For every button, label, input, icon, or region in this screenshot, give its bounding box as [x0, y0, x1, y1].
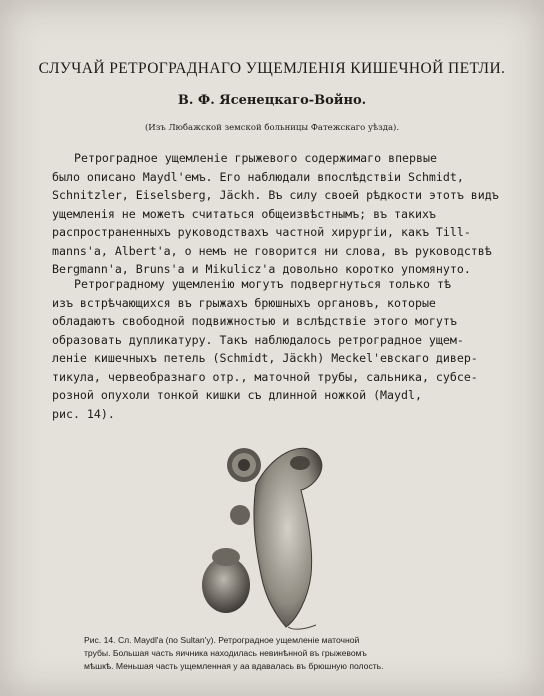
text-line: изъ встрѣчающихся въ грыжахъ брюшныхъ органовъ, которые [52, 295, 436, 310]
tube-drawing [254, 448, 322, 627]
text-line: ущемленія не можетъ считаться общеизвѣстнымъ; въ такихъ [52, 206, 436, 221]
article-affiliation: (Изъ Любажской земской больницы Фатежскаго уѣзда). [144, 123, 400, 133]
article-author: В. Ф. Ясенецкаго-Войно. [177, 93, 367, 108]
text-line: розной опухоли тонкой кишки съ длинной ножкой (Maydl, [52, 388, 422, 402]
text-line: manns'a, Albert'a, о немъ не говорится ни слова, въ руководствѣ [52, 243, 492, 258]
text-line: тикула, червеобразнаго отр., маточной трубы, сальника, субсе- [52, 369, 478, 384]
text-line: Ретроградное ущемленіе грыжевого содержимаго впервые [74, 151, 437, 165]
text-line: Bergmann'a, Bruns'a и Mikulicz'a довольно коротко упомянуто. [52, 262, 471, 276]
text-line: обладаютъ свободной подвижностью и вслѣдствіе этого могутъ [52, 314, 457, 328]
text-line: распространенныхъ руководствахъ частной хирургіи, какъ Till- [52, 225, 471, 239]
caption-line: трубы. Большая часть яичника находилась невинѣнной въ грыжевомъ [84, 648, 367, 658]
text-line: Ретроградному ущемленію могутъ подвергнуться только тѣ [74, 277, 451, 291]
anatomical-illustration [196, 435, 366, 635]
text-line: было описано Maydl'емъ. Его наблюдали впослѣдствіи Schmidt, [52, 169, 464, 184]
caption-line: мѣшкѣ. Меньшая часть ущемленная у aa вдавалась въ брюшную полость. [84, 661, 384, 671]
text-line: леніе кишечныхъ петель (Schmidt, Jäckh) Meckel'евскаго дивер- [52, 351, 478, 365]
text-line: образовать дупликатуру. Такъ наблюдалось ретроградное ущем- [52, 332, 464, 347]
figure-caption [84, 634, 484, 673]
text-line: Schnitzler, Eiselsberg, Jäckh. Въ силу своей рѣдкости этотъ видъ [52, 188, 499, 202]
paragraph-1 [52, 149, 499, 279]
paragraph-2 [52, 275, 494, 423]
caption-line: Рис. 14. Сл. Maydl'a (по Sultan'y). Ретроградное ущемленіе маточной [84, 635, 360, 645]
article-title: СЛУЧАЙ РЕТРОГРАДНАГО УЩЕМЛЕНІЯ КИШЕЧНОЙ ПЕТЛИ. [38, 60, 506, 77]
text-line: рис. 14). [52, 406, 115, 421]
